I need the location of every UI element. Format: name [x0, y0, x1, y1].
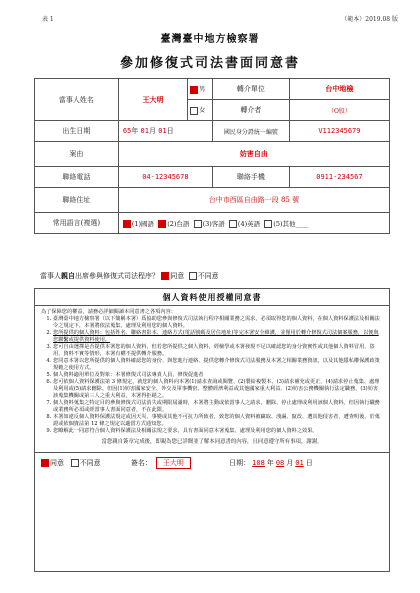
lang-option-mandarin[interactable]: (1)國語 — [123, 220, 154, 228]
sex-male-option[interactable]: 男 — [188, 79, 213, 100]
checkbox-checked-icon — [41, 459, 49, 467]
document-title: 參加修復式司法書面同意書 — [119, 56, 300, 71]
list-item: 7. 個人資料蒐集之特定目的參與修復式司法消失或期限屆滿時，本署將主動或依當事人之請求，刪除、停止處理或利用該個人資料。但因執行職務或業務所必須或經當事人書面同意者，不在此限。 — [53, 400, 383, 414]
mobile-field[interactable]: 0911-234567 — [289, 167, 389, 188]
checkbox-empty-icon — [264, 220, 272, 228]
unit-field[interactable]: 台中地檢 — [289, 79, 389, 100]
language-options — [118, 213, 389, 234]
list-item: 1. 臺灣臺中地方檢察署（以下簡稱本署）爲協助您參與修復式司法執行程序相關業務之需求，必須取得您的個人資料，在個人資料保護法及相關法令之規定下，本署將依法蒐集、處理及利用您的個人資料。 — [53, 316, 383, 330]
id-field[interactable]: V112345679 — [289, 121, 389, 142]
privacy-intro: 為了保障您的權益，請務必詳細閱讀本同意書之各項內容： — [41, 309, 176, 315]
attend-disagree-option[interactable]: 不同意 — [189, 272, 219, 280]
case-field[interactable]: 妨害自由 — [118, 142, 389, 167]
referrer-label: 轉介者 — [212, 100, 289, 121]
privacy-items — [41, 316, 383, 435]
checkbox-checked-icon — [158, 220, 166, 228]
signature-field[interactable]: 王大明 — [156, 457, 191, 469]
checkbox-empty-icon — [71, 459, 79, 467]
birth-label: 出生日期 — [35, 121, 119, 142]
checkbox-checked-icon — [190, 86, 198, 94]
date-field[interactable]: 日期： 108 年 08 月 01 日 — [229, 459, 313, 467]
lang-option-taiwanese[interactable]: (2)台語 — [158, 220, 189, 228]
date-year: 108 — [252, 459, 265, 467]
checkbox-empty-icon — [190, 107, 198, 115]
list-item: 3. 您可自由選擇是否提供本署您的個人資料，但若您所提供之個人資料，經檢學或本署發現不足以確認您的身分資實性或其他個人資料冒用、盜用、資料不實等情形，本署有權不提供轉介服務。 — [53, 344, 383, 358]
checkbox-checked-icon — [123, 220, 131, 228]
unit-label: 轉介單位 — [212, 79, 289, 100]
list-item: 6. 您可依個人資料保護法第 3 條規定，就您的個人資料向本署(1)請求查詢或閱覽、(2)製給複製本、(3)請求補充或更正、(4)請求停止蒐集、處理及利用或(5)請求刪除。但因(1)妨害國家安全、外交及軍事機密、整體經濟利益或其他國家重大利益、(2)妨害公務機關執行法定職務、(3)妨害該蒐集機關或第三人之重大利益，本署得拒絕之。 — [53, 379, 383, 400]
referrer-field[interactable]: （O股） — [289, 100, 389, 121]
address-field[interactable]: 台中市西區自由路一段 85 號 — [118, 188, 389, 213]
lang-option-english[interactable]: (4)英語 — [229, 220, 260, 228]
phone-field[interactable]: 04-12345678 — [118, 167, 212, 188]
attend-agree-option[interactable]: 同意 — [161, 272, 184, 280]
id-label: 國民身分證統一編號 — [212, 121, 289, 142]
list-item: 8. 本署如違反個人資料保護法規定或因天災、事變或其他不可抗力所致者，致您的個人資料被竊取、洩漏、竄改、遭其他侵害者，遭查明後，於蒐證或依個資法第 12 條之規定以適當方式通知您。 — [53, 414, 383, 428]
name-label: 當事人姓名 — [35, 79, 119, 121]
language-label: 常用語言(複選) — [35, 213, 119, 234]
date-day: 01 — [295, 459, 304, 467]
sign-label: 簽名： — [130, 459, 152, 467]
template-version: （範本）2019.08 版 — [341, 16, 398, 23]
list-item: 5. 個人資料適用單位及對象：本署修復式司法專責人員、修復促進者 — [53, 372, 383, 379]
name-field[interactable]: 王大明 — [118, 79, 187, 121]
case-label: 案由 — [35, 142, 119, 167]
lang-option-other[interactable]: (5)其他____ — [264, 220, 308, 228]
signature-row — [35, 452, 389, 469]
birth-year: 65 — [122, 127, 132, 135]
list-item: 4. 您同意本署以您所提供的個人資料確認您的身份、與您進行連絡、提供您轉介修復式司法服務及本署之相關業務資訊，以及其他隱私權保護政策規範之使用方式。 — [53, 358, 383, 372]
org-title: 臺灣臺中地方檢察署 — [160, 34, 260, 45]
phone-label: 聯絡電話 — [35, 167, 119, 188]
checkbox-checked-icon — [161, 272, 169, 280]
privacy-closing: 當您親自簽章完成後，即親為您已詳閱並了解本同意書的內容，且同意遵守所有事項，謝謝。 — [101, 439, 323, 445]
list-item: 9. 您瞭解此一同意符合個人資料保護法及相關法規之要求，具有書面同意本署蒐集、處理及利用您的個人資料之效果。 — [53, 428, 383, 435]
attendance-consent-question: 當事人親自出席參與修復式司法程序？ 同意 不同意 — [40, 271, 219, 280]
birth-month: 01 — [140, 127, 149, 135]
checkbox-empty-icon — [229, 220, 237, 228]
privacy-consent-section — [34, 288, 390, 572]
table-number: 表 1 — [42, 16, 54, 23]
lang-option-hakka[interactable]: (3)客語 — [194, 220, 225, 228]
checkbox-empty-icon — [189, 272, 197, 280]
list-item: 2. 您所提供的個人資料：包括姓名、聯絡書影本、連絡方式(電話號碼及居住地址)等完本署安全維護，並僅用於轉介修復式司法個案服務，以便與您聯繫或提供資料使用。 — [53, 330, 383, 344]
date-month: 08 — [275, 459, 285, 467]
privacy-title: 個人資料使用授權同意書 — [35, 289, 389, 306]
sex-female-option[interactable]: 女 — [188, 100, 213, 121]
mobile-label: 聯絡手機 — [212, 167, 289, 188]
birth-date-field[interactable]: 65年 01月 01日 — [118, 121, 212, 142]
applicant-form — [34, 78, 390, 234]
birth-day: 01 — [158, 127, 167, 135]
address-label: 聯絡住址 — [35, 188, 119, 213]
privacy-disagree-option[interactable]: 不同意 — [71, 459, 101, 467]
privacy-agree-option[interactable]: 同意 — [41, 459, 64, 467]
checkbox-empty-icon — [194, 220, 202, 228]
